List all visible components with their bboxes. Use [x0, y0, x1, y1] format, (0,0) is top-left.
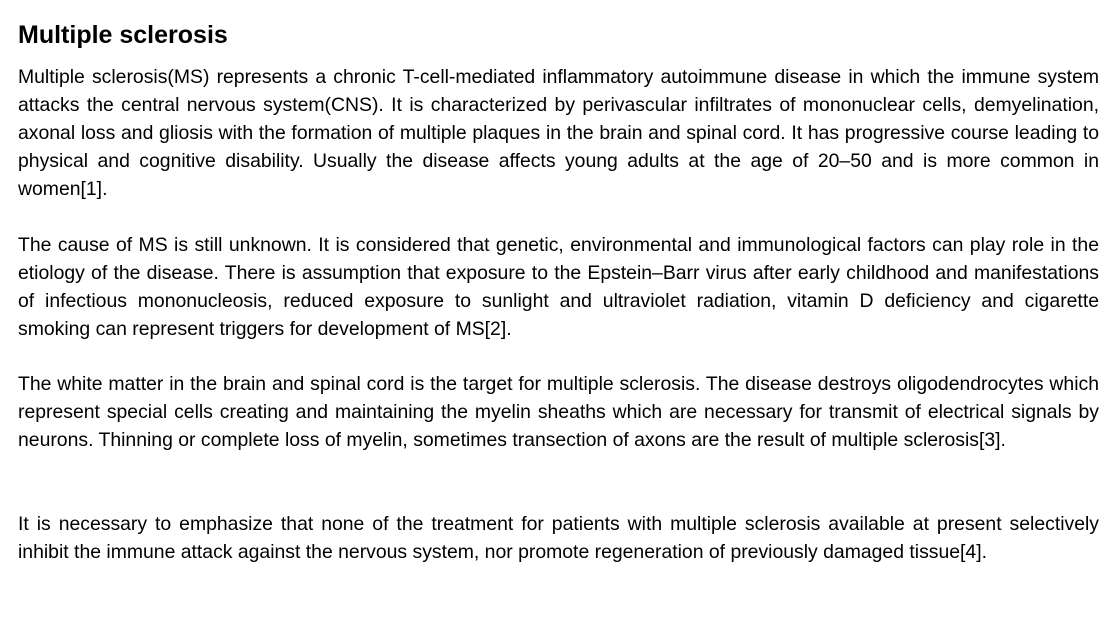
paragraph-4: It is necessary to emphasize that none of the treatment for patients with multiple sclerosis available at present selectively inhibit the immune attack against the nervous system, nor promote regeneration of previously damaged tissue[4].: [18, 513, 1099, 563]
document: [18, 0, 1099, 563]
paragraph-2: The cause of MS is still unknown. It is considered that genetic, environmental and immunological factors can play role in the etiology of the disease. There is assumption that exposure to the Epstein–Barr virus after early childhood and manifestations of infectious mononucleosis, reduced exposure to sunlight and ultraviolet radiation, vitamin D deficiency and cigarette smoking can represent triggers for development of MS[2].: [18, 234, 1099, 340]
paragraph-1: Multiple sclerosis(MS) represents a chronic T-cell-mediated inflammatory autoimmune disease in which the immune system attacks the central nervous system(CNS). It is characterized by perivascular infiltrates of mononuclear cells, demyelination, axonal loss and gliosis with the formation of multiple plaques in the brain and spinal cord. It has progressive course leading to physical and cognitive disability. Usually the disease affects young adults at the age of 20–50 and is more common in women[1].: [18, 66, 1099, 200]
paragraph-3: The white matter in the brain and spinal cord is the target for multiple sclerosis. The disease destroys oligodendrocytes which represent special cells creating and maintaining the myelin sheaths which are necessary for transmit of electrical signals by neurons. Thinning or complete loss of myelin, sometimes transection of axons are the result of multiple sclerosis[3].: [18, 373, 1099, 451]
document-title: Multiple sclerosis: [18, 21, 228, 49]
